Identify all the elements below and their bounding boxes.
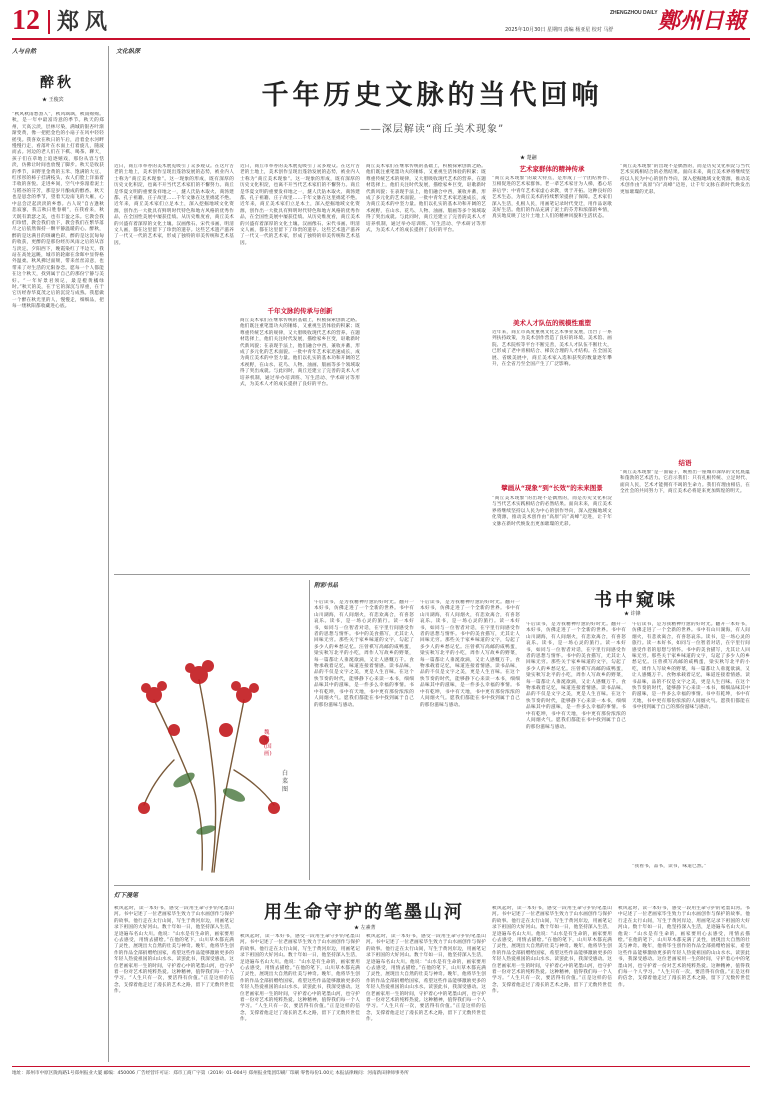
book-body-3: 午后读书，是为我精神疗愈的好时光。翻开一本好书，仿佛走进了一个全新的世界。书中有山川湖海，有人间烟火，有悲欢离合，有喜怒哀乐。读书，是一场心灵的旅行。读一本好书，如同与一位智者对话，在字里行间感受作者的思想与情怀。书中的美食描写，尤其让人回味无穷。那些关于家乡味道的文字，勾起了多少人的乡愁记忆。汪曾祺写高邮的咸鸭蛋，梁实秋写北平的小吃，周作人写故乡的野菜，每一篇都让人垂涎欲滴，又让人感慨万千。食物承载着记忆，味道连接着情感。读书品味，品的不仅是文字之美，更是人生百味。在这个快节奏的时代，能够静下心来读一本书，细细品味其中的滋味，是一件多么幸福的事情。书中有乾坤，书中有天地，书中更有那份浓浓的人间烟火气。愿我们都能在书中找到属于自己的那份滋味与感动。 <box>526 622 626 730</box>
book-article <box>314 580 750 880</box>
masthead-pinyin: ZHENGZHOU DAILY <box>610 10 658 16</box>
feature-subhead-1: 千年文脉的传承与创新 <box>267 307 333 315</box>
painting-artist <box>264 730 272 758</box>
feature-body-2a: 近日，商丘市举办的美术展览吸引了众多观众。在这片古老的土地上，美术创作呈现出蓬勃发展的态势，被业内人士称为“商丘美术现象”。这一现象的形成，既有深厚的历史文化积淀，也离不开当代艺术家们的不懈努力。商丘是华夏文明的重要发祥地之一，燧人氏钻木取火、商汤建都、孔子祖籍、庄子故里……千年文脉在这里绵延不绝。近年来，商丘美术家们立足本土，深入挖掘地域文化资源，创作出一大批具有鲜明时代特色和地方风格的优秀作品，在全国性美展中屡获佳绩。从历史维度看，商丘美术的兴盛有着深厚的文化土壤。汉画像石、宋代书画、明清文人画，都在这里留下了珍贵的遗存。这些艺术遗产滋养了一代又一代的艺术家，形成了独特的审美传统和艺术基因。 <box>240 164 360 246</box>
article-author <box>42 96 64 103</box>
left-column <box>12 46 104 1062</box>
artist-name: 魏鹏 <box>264 730 270 743</box>
feature-author <box>520 154 537 161</box>
bottom-body-5: 秋风起时，读一本好书，感受一段用生命守护的笔墨山河。书中记述了一位老画家毕生致力于山水画创作与保护的故事。他行走在太行山间，写生于黄河岸边，用画笔记录下祖国的大好河山。数十年如一日，他坚持深入生活，足迹遍布名山大川。他说：“山水是有生命的，画家要用心去感受，用情去描绘。”在他的笔下，山川草木都充满了灵性，展现出大自然的壮美与神奇。晚年，他将毕生创作的作品全部捐赠给国家，希望这些作品能够激励更多的年轻人热爱祖国的山山水水。读罢此书，我深受感动。这位老画家用一生的时间，守护着心中的笔墨山河，也守护着一份对艺术的纯粹热爱。这种精神，值得我们每一个人学习。“人生只有一次，要活得有价值。”正是这样的信念，支撑着他走过了漫长的艺术之路，留下了无数传世佳作。 <box>618 906 750 988</box>
section-name: 郑风 <box>57 9 114 35</box>
masthead <box>0 0 761 46</box>
feature-body-4b: 近年来，商丘市高度重视文化艺术事业发展，出台了一系列扶持政策，为美术创作营造了良好的环境。美术馆、画院、艺术院校等平台不断完善，美术人才队伍不断壮大，已形成了老中青相结合、梯次合理的人才结构。在全国美展、省级美展中，商丘美术家入选和获奖的数量逐年攀升，在全省乃至全国产生了广泛影响。 <box>492 330 612 368</box>
section-tag: 文化纵深 <box>116 48 141 55</box>
article-body: “秋风秋雨愁煞人”，秋风飒飒，秋雨绵绵。秋，是一年中最富诗意的季节。秋天的郑州，天高云淡，层林尽染，满城的银杏叶渐渐变黄，像一把把金色的小扇子在风中轻轻摇曳。我喜欢在秋日的午后，沿着金水河畔慢慢行走，看落叶在水面上打着旋儿，随波而去。河边的老人们在下棋、喝茶、聊天，孩子们在草地上追逐嬉戏，那份从容与恬淡，仿佛让时间也放慢了脚步。秋天是收获的季节，田野里金黄的玉米、饱满的大豆、红彤彤的柿子挂满枝头，农人们脸上洋溢着丰收的喜悦。走进乡间，空气中弥漫着泥土与稻谷的芬芳，那是岁月酿成的醇香。秋天也是思念的季节，望着天边南飞的大雁，心中总会泛起淡淡的乡愁。古人说“自古逢秋悲寂寥，我言秋日胜春朝”，在我看来，秋天既有萧瑟之美，也有丰盈之乐。它教会我们珍惜，教会我们放下，教会我们在繁华落尽之后依然保持一颗平静温暖的心。醉秋，醉的是这满目的斑斓色彩，醉的是这沉甸甸的收获，更醉的是那份经历风雨之后的从容与淡定。夕阳西下，晚霞染红了半边天，我站在高处远眺，城市的轮廓在余晖中显得格外温柔。秋风拂过面颊，带来丝丝凉意，也带来了对生活的无限眷恋。愿每一个人都能在这个秋天，找到属于自己的那份宁静与美好。“一年好景君须记，最是橙黄橘绿时。”秋天的美，在于它的深沉与厚重，在于它历经春华夏茂之后的沉淀与成熟。我愿做一个醉在秋光里的人，慢慢走，细细品，把每一缕秋阳都收藏进心底。 <box>12 112 104 310</box>
painting-title: 白菜图 <box>282 770 289 793</box>
footer-rule <box>12 1066 750 1067</box>
masthead-logo: 鄭州日報 <box>658 8 747 34</box>
bottom-body-3: 秋风起时，读一本好书，感受一段用生命守护的笔墨山河。书中记述了一位老画家毕生致力于山水画创作与保护的故事。他行走在太行山间，写生于黄河岸边，用画笔记录下祖国的大好河山。数十年如一日，他坚持深入生活，足迹遍布名山大川。他说：“山水是有生命的，画家要用心去感受，用情去描绘。”在他的笔下，山川草木都充满了灵性，展现出大自然的壮美与神奇。晚年，他将毕生创作的作品全部捐赠给国家，希望这些作品能够激励更多的年轻人热爱祖国的山山水水。读罢此书，我深受感动。这位老画家用一生的时间，守护着心中的笔墨山河，也守护着一份对艺术的纯粹热爱。这种精神，值得我们每一个人学习。“人生只有一次，要活得有价值。”正是这样的信念，支撑着他走过了漫长的艺术之路，留下了无数传世佳作。 <box>366 934 486 1023</box>
page-number: 12 <box>12 5 40 36</box>
column-divider <box>108 46 109 1062</box>
feature-article <box>114 46 750 571</box>
book-body-1: 午后读书，是为我精神疗愈的好时光。翻开一本好书，仿佛走进了一个全新的世界。书中有山川湖海，有人间烟火，有悲欢离合，有喜怒哀乐。读书，是一场心灵的旅行。读一本好书，如同与一位智者对话，在字里行间感受作者的思想与情怀。书中的美食描写，尤其让人回味无穷。那些关于家乡味道的文字，勾起了多少人的乡愁记忆。汪曾祺写高邮的咸鸭蛋，梁实秋写北平的小吃，周作人写故乡的野菜，每一篇都让人垂涎欲滴，又让人感慨万千。食物承载着记忆，味道连接着情感。读书品味，品的不仅是文字之美，更是人生百味。在这个快节奏的时代，能够静下心来读一本书，细细品味其中的滋味，是一件多么幸福的事情。书中有乾坤，书中有天地，书中更有那份浓浓的人间烟火气。愿我们都能在书中找到属于自己的那份滋味与感动。 <box>314 600 414 708</box>
section-divider <box>114 885 750 886</box>
painting-panel <box>114 580 304 880</box>
feature-body-5b: “商丘美术现象”是一面镜子，映照出一座城市深厚的文化底蕴和蓬勃的艺术活力。它启示我们：只有扎根传统、立足时代、面向人民，艺术才能拥有不竭的生命力。我们有理由相信，在全社会的共同努力下，商丘美术必将迎来更加辉煌的明天。 <box>620 470 750 495</box>
author-name: 王俊宾 <box>48 97 64 103</box>
feature-body-5a: “商丘美术现象”的出现不是偶然的，而是历史文化积淀与当代艺术实践相结合的必然结果。面向未来，商丘美术界将继续坚持以人民为中心的创作导向，深入挖掘地域文化资源，推动美术创作由“高原”向“高峰”迈进，让千年文脉在新时代焕发出更加璀璨的光彩。 <box>620 164 750 195</box>
bottom-body-4: 秋风起时，读一本好书，感受一段用生命守护的笔墨山河。书中记述了一位老画家毕生致力于山水画创作与保护的故事。他行走在太行山间，写生于黄河岸边，用画笔记录下祖国的大好河山。数十年如一日，他坚持深入生活，足迹遍布名山大川。他说：“山水是有生命的，画家要用心去感受，用情去描绘。”在他的笔下，山川草木都充满了灵性，展现出大自然的壮美与神奇。晚年，他将毕生创作的作品全部捐赠给国家，希望这些作品能够激励更多的年轻人热爱祖国的山山水水。读罢此书，我深受感动。这位老画家用一生的时间，守护着心中的笔墨山河，也守护着一份对艺术的纯粹热爱。这种精神，值得我们每一个人学习。“人生只有一次，要活得有价值。”正是这样的信念，支撑着他走过了漫长的艺术之路，留下了无数传世佳作。 <box>492 906 612 995</box>
book-signoff: “我看书，品书，读书，味道已然。” <box>632 864 707 869</box>
author-name: 左素菁 <box>360 925 376 931</box>
feature-body-2b: 商丘美术家们在继承传统的基础上，积极探索创新之路。他们既注重笔墨功夫的锤炼，又重视生活体验的积累；既尊重传统艺术的规律，又大胆吸收现代艺术的营养。在题材选择上，他们关注时代发展，描绘家乡巨变，讴歌新时代新风貌；在表现手法上，他们融合中西，兼收并蓄，形成了多元化的艺术面貌。一批中青年艺术家迅速成长，成为商丘美术的中坚力量。他们以扎实的基本功和开阔的艺术视野，在山水、花鸟、人物、油画、版画等多个领域取得了突出成就。与此同时，商丘还建立了完善的美术人才培养机制，通过举办培训班、写生活动、学术研讨等形式，为美术人才的成长提供了良好的平台。 <box>240 318 360 388</box>
bottom-author <box>354 924 376 931</box>
article-title: 醉秋 <box>40 75 74 91</box>
feature-subtitle: ——深层解读“商丘美术现象” <box>359 124 505 135</box>
section-tag: 人与自然 <box>12 48 37 55</box>
book-body-2: 午后读书，是为我精神疗愈的好时光。翻开一本好书，仿佛走进了一个全新的世界。书中有山川湖海，有人间烟火，有悲欢离合，有喜怒哀乐。读书，是一场心灵的旅行。读一本好书，如同与一位智者对话，在字里行间感受作者的思想与情怀。书中的美食描写，尤其让人回味无穷。那些关于家乡味道的文字，勾起了多少人的乡愁记忆。汪曾祺写高邮的咸鸭蛋，梁实秋写北平的小吃，周作人写故乡的野菜，每一篇都让人垂涎欲滴，又让人感慨万千。食物承载着记忆，味道连接着情感。读书品味，品的不仅是文字之美，更是人生百味。在这个快节奏的时代，能够静下心来读一本书，细细品味其中的滋味，是一件多么幸福的事情。书中有乾坤，书中有天地，书中更有那份浓浓的人间烟火气。愿我们都能在书中找到属于自己的那份滋味与感动。 <box>420 600 520 708</box>
feature-body-3: 商丘美术家们在继承传统的基础上，积极探索创新之路。他们既注重笔墨功夫的锤炼，又重视生活体验的积累；既尊重传统艺术的规律，又大胆吸收现代艺术的营养。在题材选择上，他们关注时代发展，描绘家乡巨变，讴歌新时代新风貌；在表现手法上，他们融合中西，兼收并蓄，形成了多元化的艺术面貌。一批中青年艺术家迅速成长，成为商丘美术的中坚力量。他们以扎实的基本功和开阔的艺术视野，在山水、花鸟、人物、油画、版画等多个领域取得了突出成就。与此同时，商丘还建立了完善的美术人才培养机制，通过举办培训班、写生活动、学术研讨等形式，为美术人才的成长提供了良好的平台。 <box>366 164 486 234</box>
star-icon: ★ <box>354 925 360 931</box>
feature-subhead-4: 擘画从“现象”到“长效”的未来图景 <box>501 484 603 492</box>
flower-painting <box>114 580 304 880</box>
book-title: 书中窥味 <box>594 590 678 611</box>
feature-title: 千年历史文脉的当代回响 <box>261 80 603 111</box>
page-number-divider <box>48 10 50 34</box>
star-icon: ★ <box>624 611 630 617</box>
book-author <box>624 610 641 617</box>
section-tag: 灯下漫笔 <box>114 892 139 899</box>
feature-body-4c: “商丘美术现象”的出现不是偶然的，而是历史文化积淀与当代艺术实践相结合的必然结果。面向未来，商丘美术界将继续坚持以人民为中心的创作导向，深入挖掘地域文化资源，推动美术创作由“高原”向“高峰”迈进，让千年文脉在新时代焕发出更加璀璨的光彩。 <box>492 496 612 527</box>
feature-subhead-3: 美术人才队伍的规模性重塑 <box>513 319 591 327</box>
feature-body-1: 近日，商丘市举办的美术展览吸引了众多观众。在这片古老的土地上，美术创作呈现出蓬勃发展的态势，被业内人士称为“商丘美术现象”。这一现象的形成，既有深厚的历史文化积淀，也离不开当代艺术家们的不懈努力。商丘是华夏文明的重要发祥地之一，燧人氏钻木取火、商汤建都、孔子祖籍、庄子故里……千年文脉在这里绵延不绝。近年来，商丘美术家们立足本土，深入挖掘地域文化资源，创作出一大批具有鲜明时代特色和地方风格的优秀作品，在全国性美展中屡获佳绩。从历史维度看，商丘美术的兴盛有着深厚的文化土壤。汉画像石、宋代书画、明清文人画，都在这里留下了珍贵的遗存。这些艺术遗产滋养了一代又一代的艺术家，形成了独特的审美传统和艺术基因。 <box>114 164 234 246</box>
author-name: 许锋 <box>630 611 641 617</box>
bottom-title: 用生命守护的笔墨山河 <box>264 902 464 923</box>
star-icon: ★ <box>520 155 526 161</box>
section-divider <box>114 574 750 575</box>
book-body-4: 午后读书，是为我精神疗愈的好时光。翻开一本好书，仿佛走进了一个全新的世界。书中有山川湖海，有人间烟火，有悲欢离合，有喜怒哀乐。读书，是一场心灵的旅行。读一本好书，如同与一位智者对话，在字里行间感受作者的思想与情怀。书中的美食描写，尤其让人回味无穷。那些关于家乡味道的文字，勾起了多少人的乡愁记忆。汪曾祺写高邮的咸鸭蛋，梁实秋写北平的小吃，周作人写故乡的野菜，每一篇都让人垂涎欲滴，又让人感慨万千。食物承载着记忆，味道连接着情感。读书品味，品的不仅是文字之美，更是人生百味。在这个快节奏的时代，能够静下心来读一本书，细细品味其中的滋味，是一件多么幸福的事情。书中有乾坤，书中有天地，书中更有那份浓浓的人间烟火气。愿我们都能在书中找到属于自己的那份滋味与感动。 <box>632 622 750 711</box>
bottom-article <box>114 890 750 1062</box>
star-icon: ★ <box>42 97 48 103</box>
section-tag: 附彩书品 <box>314 582 339 589</box>
feature-body-4a: “商丘美术现象”的最大特点，是形成了一个团结协作、互相促进的艺术家群体。老一辈艺术家甘为人梯，悉心培养后学；中青年艺术家虚心求教，勇于开拓。这种良好的艺术生态，为商丘美术的持续繁荣提供了保障。艺术家们深入生活，扎根人民，用画笔记录时代变迁，用作品讴歌美好生活。他们的作品充满了泥土的芬芳和浓郁的乡情，真实地反映了这片土地上人们的精神风貌和生活状态。 <box>492 176 612 220</box>
feature-subhead-2: 艺术家群体的精神传承 <box>519 165 585 173</box>
bottom-body-1: 秋风起时，读一本好书，感受一段用生命守护的笔墨山河。书中记述了一位老画家毕生致力于山水画创作与保护的故事。他行走在太行山间，写生于黄河岸边，用画笔记录下祖国的大好河山。数十年如一日，他坚持深入生活，足迹遍布名山大川。他说：“山水是有生命的，画家要用心去感受，用情去描绘。”在他的笔下，山川草木都充满了灵性，展现出大自然的壮美与神奇。晚年，他将毕生创作的作品全部捐赠给国家，希望这些作品能够激励更多的年轻人热爱祖国的山山水水。读罢此书，我深受感动。这位老画家用一生的时间，守护着心中的笔墨山河，也守护着一份对艺术的纯粹热爱。这种精神，值得我们每一个人学习。“人生只有一次，要活得有价值。”正是这样的信念，支撑着他走过了漫长的艺术之路，留下了无数传世佳作。 <box>114 906 234 995</box>
feature-subhead-5: 结语 <box>678 459 692 467</box>
author-name: 楚翮 <box>526 155 537 161</box>
masthead-rule <box>12 38 750 40</box>
column-divider <box>309 580 310 880</box>
bottom-body-2: 秋风起时，读一本好书，感受一段用生命守护的笔墨山河。书中记述了一位老画家毕生致力于山水画创作与保护的故事。他行走在太行山间，写生于黄河岸边，用画笔记录下祖国的大好河山。数十年如一日，他坚持深入生活，足迹遍布名山大川。他说：“山水是有生命的，画家要用心去感受，用情去描绘。”在他的笔下，山川草木都充满了灵性，展现出大自然的壮美与神奇。晚年，他将毕生创作的作品全部捐赠给国家，希望这些作品能够激励更多的年轻人热爱祖国的山山水水。读罢此书，我深受感动。这位老画家用一生的时间，守护着心中的笔墨山河，也守护着一份对艺术的纯粹热爱。这种精神，值得我们每一个人学习。“人生只有一次，要活得有价值。”正是这样的信念，支撑着他走过了漫长的艺术之路，留下了无数传世佳作。 <box>240 934 360 1023</box>
artist-label: (国画) <box>264 744 272 757</box>
footer-text: 地址：郑州市中原区陇海路1号郑州报业大厦 邮编：450006 广告经营许可证：郑市工商广字第（2019）01-004号 郑州报业集团印刷厂印刷 零售每份1.00元 本报法律顾问：河南新田律师事务所 <box>12 1071 409 1076</box>
date-line: 2025年10月30日 星期四 责编 杨亚星 校对 马舒 <box>505 27 614 33</box>
